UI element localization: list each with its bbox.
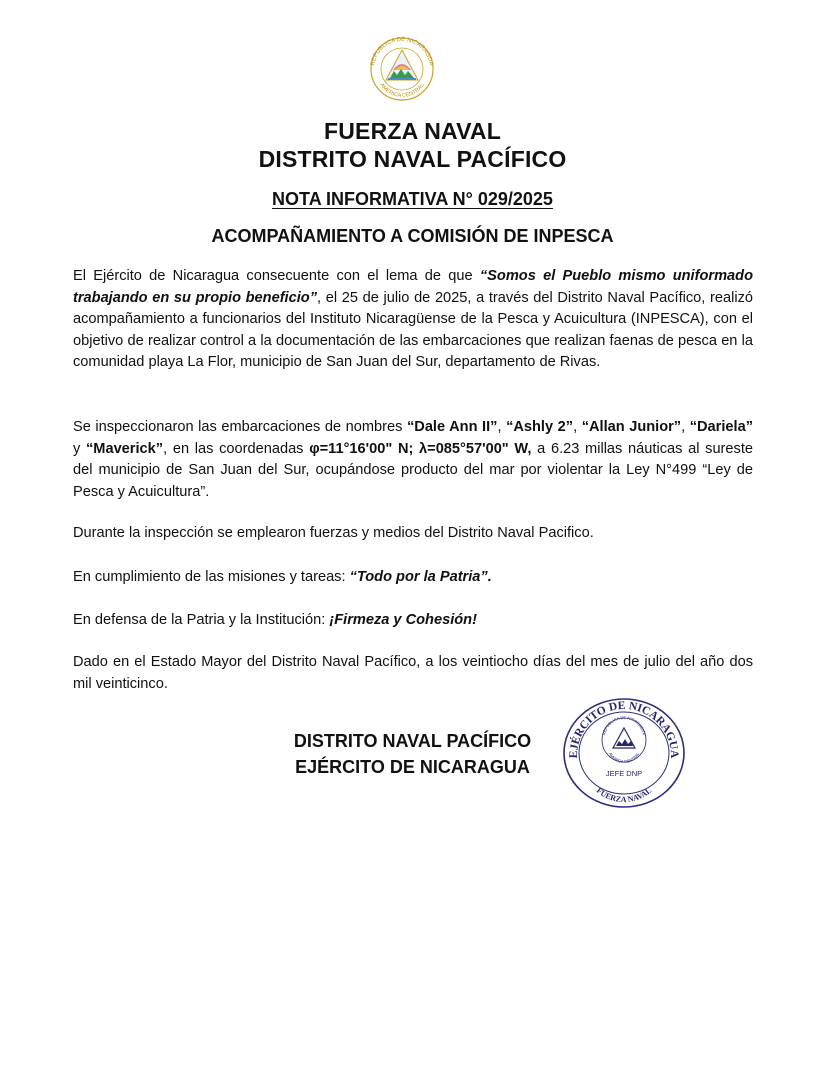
svg-text:AMERICA CENTRAL: AMERICA CENTRAL bbox=[378, 82, 426, 99]
paragraph-3: Durante la inspección se emplearon fuerzas y medios del Distrito Naval Pacifico. bbox=[73, 525, 594, 541]
header-line-fuerza-naval: FUERZA NAVAL bbox=[323, 118, 501, 144]
official-stamp bbox=[561, 696, 687, 810]
svg-text:FUERZA NAVAL: FUERZA NAVAL bbox=[594, 785, 654, 805]
coordinates: φ=11°16'00" N; λ=085°57'00" W, bbox=[309, 440, 532, 457]
p1-text-1: El Ejército de Nicaragua consecuente con el lema de que bbox=[73, 268, 480, 284]
signature-line-1: DISTRITO NAVAL PACÍFICO bbox=[293, 731, 532, 751]
p1-motto: “Somos el Pueblo mismo uniformado trabajando en su propio beneficio” bbox=[73, 268, 753, 306]
p2-text-3: a 6.23 millas náuticas al sureste del municipio de San Juan del Sur, ocupándose producto del mar por violentar la Ley N°499 “Ley de Pesca y Acuicultura”. bbox=[73, 440, 753, 500]
p2-text-2: , en las coordenadas bbox=[163, 440, 310, 457]
p2-sep-4: y bbox=[73, 440, 86, 457]
svg-text:REPUBLICA DE NICARAGUA: REPUBLICA DE NICARAGUA bbox=[370, 36, 434, 67]
p4-text: En cumplimiento de las misiones y tareas: bbox=[73, 569, 350, 585]
paragraph-4 bbox=[73, 567, 753, 589]
p5-text: En defensa de la Patria y la Institución: bbox=[73, 612, 330, 628]
p1-text-2: , el 25 de julio de 2025, a través del Distrito Naval Pacífico, realizó acompañamiento a funcionarios del Instituto Nicaragüense de la Pesca y Acuicultura (INPESCA), con el objetivo de realizar control a la documentación de las embarcaciones que realizan faenas de pesca en la comunidad playa La Flor, municipio de San Juan del Sur, departamento de Rivas. bbox=[73, 289, 753, 370]
svg-text:JEFE DNP: JEFE DNP bbox=[605, 769, 643, 778]
p2-sep-2: , bbox=[573, 419, 582, 435]
paragraph-6: Dado en el Estado Mayor del Distrito Naval Pacífico, a los veintiocho días del mes de julio del año dos mil veinticinco. bbox=[73, 654, 753, 692]
boat-name-3: “Allan Junior” bbox=[581, 419, 682, 435]
p2-sep-1: , bbox=[497, 419, 507, 435]
signature-line-2: EJÉRCITO DE NICARAGUA bbox=[295, 757, 530, 777]
paragraph-5 bbox=[73, 610, 753, 632]
note-number: NOTA INFORMATIVA N° 029/2025 bbox=[272, 189, 553, 209]
paragraph-1 bbox=[73, 266, 753, 374]
paragraph-2 bbox=[73, 417, 753, 503]
header-line-distrito: DISTRITO NAVAL PACÍFICO bbox=[258, 146, 567, 172]
boat-name-1: “Dale Ann II” bbox=[406, 419, 498, 435]
svg-text:AMERICA CENTRAL: AMERICA CENTRAL bbox=[607, 751, 641, 765]
p2-sep-3: , bbox=[681, 419, 690, 435]
svg-text:EJÉRCITO DE NICARAGUA: EJÉRCITO DE NICARAGUA bbox=[567, 699, 681, 759]
boat-name-5: “Maverick” bbox=[86, 440, 164, 457]
p4-motto: “Todo por la Patria”. bbox=[349, 569, 492, 585]
svg-text:REPUBLICA DE NICARAGUA: REPUBLICA DE NICARAGUA bbox=[601, 714, 647, 736]
p5-motto: ¡Firmeza y Cohesión! bbox=[329, 612, 477, 628]
p2-text-1: Se inspeccionaron las embarcaciones de nombres bbox=[73, 419, 407, 435]
coat-of-arms-seal bbox=[361, 34, 443, 104]
note-subject: ACOMPAÑAMIENTO A COMISIÓN DE INPESCA bbox=[211, 226, 614, 246]
boat-name-2: “Ashly 2” bbox=[506, 419, 574, 435]
boat-name-4: “Dariela” bbox=[689, 419, 753, 435]
